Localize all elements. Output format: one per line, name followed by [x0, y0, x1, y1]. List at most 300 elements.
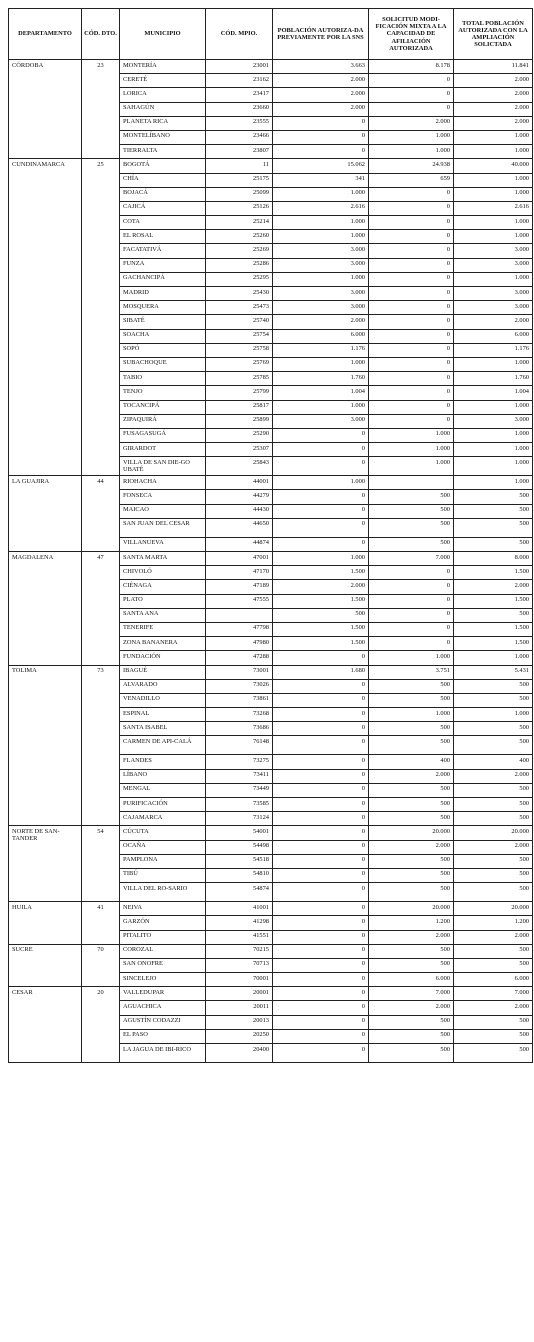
municipality-name: MENGAL: [120, 783, 206, 797]
header-total-poblacion: TOTAL POBLACIÓN AUTORIZADA CON LA AMPLIACIÓN SOLICTADA: [454, 9, 533, 60]
municipality-name: OCAÑA: [120, 840, 206, 854]
header-cod-dto: CÓD. DTO.: [82, 9, 120, 60]
municipality-code: 73411: [206, 769, 273, 783]
total-population: 500: [454, 679, 533, 693]
previous-population: 1.500: [273, 594, 369, 608]
municipality-code: 47980: [206, 637, 273, 651]
municipality-code: 25799: [206, 386, 273, 400]
total-population: 1.500: [454, 622, 533, 636]
previous-population: 0: [273, 1015, 369, 1029]
municipality-name: CAJAMARCA: [120, 812, 206, 826]
municipality-name: VILLA DE SAN DIE-GO UBATÉ: [120, 457, 206, 476]
modification-request: 0: [369, 594, 454, 608]
modification-request: 500: [369, 812, 454, 826]
total-population: 5.431: [454, 665, 533, 679]
municipality-name: ALVARADO: [120, 679, 206, 693]
modification-request: 500: [369, 679, 454, 693]
department-code: 25: [82, 159, 120, 476]
modification-request: 1.200: [369, 916, 454, 930]
header-solicitud-modificacion: SOLICITUD MODI-FICACIÓN MIXTA A LA CAPACIDAD DE AFILIACIÓN AUTORIZADA: [369, 9, 454, 60]
municipality-code: 25214: [206, 216, 273, 230]
total-population: 2.000: [454, 1001, 533, 1015]
municipality-name: ESPINAL: [120, 708, 206, 722]
total-population: 500: [454, 854, 533, 868]
modification-request: 500: [369, 854, 454, 868]
municipality-name: LA JAGUA DE IBI-RICO: [120, 1044, 206, 1063]
municipality-name: EL ROSAL: [120, 230, 206, 244]
previous-population: 0: [273, 490, 369, 504]
municipality-name: TENERIFE: [120, 622, 206, 636]
total-population: 3.000: [454, 244, 533, 258]
previous-population: 0: [273, 457, 369, 476]
total-population: 500: [454, 868, 533, 882]
municipality-name: ZIPAQUIRÁ: [120, 414, 206, 428]
total-population: 3.000: [454, 301, 533, 315]
previous-population: 0: [273, 783, 369, 797]
department-code: 23: [82, 60, 120, 159]
total-population: 2.000: [454, 74, 533, 88]
modification-request: 0: [369, 244, 454, 258]
municipality-name: RIOHACHA: [120, 476, 206, 490]
modification-request: 1.000: [369, 457, 454, 476]
department-code: 44: [82, 476, 120, 552]
municipality-code: 41298: [206, 916, 273, 930]
previous-population: 0: [273, 958, 369, 972]
municipality-name: SUBACHOQUE: [120, 357, 206, 371]
department-code: 70: [82, 944, 120, 987]
municipality-name: MONTERÍA: [120, 60, 206, 74]
municipality-name: FLANDES: [120, 755, 206, 769]
previous-population: 3.000: [273, 414, 369, 428]
department-name: HUILA: [9, 902, 82, 945]
previous-population: 1.004: [273, 386, 369, 400]
municipality-code: 23001: [206, 60, 273, 74]
municipality-name: TABIO: [120, 372, 206, 386]
total-population: 20.000: [454, 826, 533, 840]
previous-population: 1.500: [273, 622, 369, 636]
modification-request: 659: [369, 173, 454, 187]
total-population: 1.000: [454, 173, 533, 187]
municipality-code: 25843: [206, 457, 273, 476]
municipality-code: 25286: [206, 258, 273, 272]
total-population: 1.176: [454, 343, 533, 357]
municipality-code: 20013: [206, 1015, 273, 1029]
municipality-name: VENADILLO: [120, 693, 206, 707]
modification-request: 7.000: [369, 987, 454, 1001]
municipality-name: MONTELÍBANO: [120, 130, 206, 144]
municipality-name: CHÍA: [120, 173, 206, 187]
modification-request: 2.000: [369, 1001, 454, 1015]
total-population: 6.000: [454, 329, 533, 343]
department-name: MAGDALENA: [9, 552, 82, 666]
previous-population: 0: [273, 840, 369, 854]
modification-request: 500: [369, 537, 454, 551]
department-name: NORTE DE SAN-TANDER: [9, 826, 82, 902]
municipality-name: FACATATIVÁ: [120, 244, 206, 258]
municipality-code: 73861: [206, 693, 273, 707]
table-row: [9, 476, 533, 490]
modification-request: 0: [369, 329, 454, 343]
total-population: 500: [454, 736, 533, 755]
previous-population: 2.000: [273, 74, 369, 88]
table-row: [9, 552, 533, 566]
previous-population: 0: [273, 130, 369, 144]
modification-request: 1.000: [369, 708, 454, 722]
previous-population: 0: [273, 944, 369, 958]
modification-request: 20.000: [369, 826, 454, 840]
total-population: 1.000: [454, 428, 533, 442]
previous-population: 0: [273, 826, 369, 840]
modification-request: 500: [369, 722, 454, 736]
municipality-code: 41551: [206, 930, 273, 944]
total-population: 1.000: [454, 272, 533, 286]
municipality-name: MADRID: [120, 287, 206, 301]
municipality-name: GIRARDOT: [120, 443, 206, 457]
modification-request: 500: [369, 736, 454, 755]
municipality-name: SOACHA: [120, 329, 206, 343]
municipality-name: CAJICÁ: [120, 201, 206, 215]
previous-population: 1.500: [273, 566, 369, 580]
total-population: 500: [454, 812, 533, 826]
previous-population: 3.000: [273, 258, 369, 272]
total-population: 500: [454, 944, 533, 958]
total-population: 500: [454, 537, 533, 551]
modification-request: 0: [369, 74, 454, 88]
municipality-name: SIBATÉ: [120, 315, 206, 329]
modification-request: 2.000: [369, 930, 454, 944]
municipality-name: SAN JUAN DEL CESAR: [120, 518, 206, 537]
municipality-code: 54001: [206, 826, 273, 840]
previous-population: 0: [273, 145, 369, 159]
modification-request: [369, 476, 454, 490]
previous-population: 0: [273, 755, 369, 769]
modification-request: 500: [369, 958, 454, 972]
total-population: 2.000: [454, 930, 533, 944]
previous-population: 3.663: [273, 60, 369, 74]
previous-population: 15.062: [273, 159, 369, 173]
municipality-name: IBAGUÉ: [120, 665, 206, 679]
modification-request: 0: [369, 287, 454, 301]
previous-population: 1.000: [273, 216, 369, 230]
table-row: [9, 987, 533, 1001]
municipality-name: AGUACHICA: [120, 1001, 206, 1015]
previous-population: 2.616: [273, 201, 369, 215]
department-code: 20: [82, 987, 120, 1063]
previous-population: 1.000: [273, 400, 369, 414]
previous-population: 0: [273, 854, 369, 868]
previous-population: 0: [273, 916, 369, 930]
total-population: 500: [454, 1044, 533, 1063]
municipality-code: 73026: [206, 679, 273, 693]
municipality-code: 54518: [206, 854, 273, 868]
municipality-name: MOSQUERA: [120, 301, 206, 315]
municipality-name: SINCELEJO: [120, 973, 206, 987]
municipality-name: CARMEN DE API-CALÁ: [120, 736, 206, 755]
municipality-code: 25740: [206, 315, 273, 329]
municipality-name: VALLEDUPAR: [120, 987, 206, 1001]
municipality-code: 25260: [206, 230, 273, 244]
modification-request: 0: [369, 88, 454, 102]
previous-population: 0: [273, 812, 369, 826]
modification-request: 1.000: [369, 428, 454, 442]
municipality-name: EL PASO: [120, 1029, 206, 1043]
municipality-code: 25269: [206, 244, 273, 258]
municipality-name: PLANETA RICA: [120, 116, 206, 130]
municipality-name: SANTA ANA: [120, 608, 206, 622]
municipality-name: SAN ONOFRE: [120, 958, 206, 972]
previous-population: 0: [273, 798, 369, 812]
municipality-code: 47555: [206, 594, 273, 608]
municipality-code: 47288: [206, 651, 273, 665]
total-population: 1.004: [454, 386, 533, 400]
municipality-code: 25758: [206, 343, 273, 357]
previous-population: 0: [273, 518, 369, 537]
previous-population: 1.000: [273, 476, 369, 490]
total-population: 500: [454, 783, 533, 797]
modification-request: 500: [369, 518, 454, 537]
municipality-name: PAMPLONA: [120, 854, 206, 868]
municipality-name: LORICA: [120, 88, 206, 102]
municipality-code: 25473: [206, 301, 273, 315]
municipality-code: 25307: [206, 443, 273, 457]
modification-request: 0: [369, 343, 454, 357]
previous-population: 3.000: [273, 301, 369, 315]
previous-population: 0: [273, 116, 369, 130]
document-page: [8, 8, 533, 1063]
previous-population: 0: [273, 679, 369, 693]
table-row: [9, 826, 533, 840]
municipality-code: 25126: [206, 201, 273, 215]
header-cod-mpio: CÓD. MPIO.: [206, 9, 273, 60]
total-population: 2.000: [454, 88, 533, 102]
previous-population: 0: [273, 428, 369, 442]
total-population: 500: [454, 1015, 533, 1029]
modification-request: 500: [369, 1015, 454, 1029]
municipality-code: 20011: [206, 1001, 273, 1015]
previous-population: 1.000: [273, 272, 369, 286]
total-population: 2.000: [454, 102, 533, 116]
previous-population: 0: [273, 930, 369, 944]
municipality-name: CÚCUTA: [120, 826, 206, 840]
municipality-name: ZONA BANANERA: [120, 637, 206, 651]
municipality-code: 54810: [206, 868, 273, 882]
total-population: 2.000: [454, 116, 533, 130]
municipality-code: 25175: [206, 173, 273, 187]
modification-request: 1.000: [369, 145, 454, 159]
total-population: 500: [454, 958, 533, 972]
total-population: 1.000: [454, 457, 533, 476]
municipality-name: FUNZA: [120, 258, 206, 272]
municipality-code: 23660: [206, 102, 273, 116]
municipality-name: PURIFICACIÓN: [120, 798, 206, 812]
municipality-code: 73686: [206, 722, 273, 736]
municipality-name: TENJO: [120, 386, 206, 400]
previous-population: 0: [273, 722, 369, 736]
table-body: [9, 60, 533, 1063]
municipality-name: CIÉNAGA: [120, 580, 206, 594]
total-population: 20.000: [454, 902, 533, 916]
municipality-code: 25754: [206, 329, 273, 343]
municipality-name: MAICAO: [120, 504, 206, 518]
municipality-code: 73268: [206, 708, 273, 722]
municipality-name: AGUSTÍN CODAZZI: [120, 1015, 206, 1029]
modification-request: 1.000: [369, 651, 454, 665]
total-population: 500: [454, 798, 533, 812]
municipality-code: 73124: [206, 812, 273, 826]
modification-request: 0: [369, 201, 454, 215]
municipality-name: COROZAL: [120, 944, 206, 958]
municipality-code: 23162: [206, 74, 273, 88]
modification-request: 24.938: [369, 159, 454, 173]
previous-population: 1.500: [273, 637, 369, 651]
municipality-code: 44874: [206, 537, 273, 551]
total-population: 2.000: [454, 580, 533, 594]
municipality-name: GACHANCIPÁ: [120, 272, 206, 286]
total-population: 500: [454, 518, 533, 537]
previous-population: 0: [273, 1044, 369, 1063]
previous-population: 3.000: [273, 244, 369, 258]
table-header: [9, 9, 533, 60]
modification-request: 0: [369, 272, 454, 286]
municipality-code: 47170: [206, 566, 273, 580]
total-population: 3.000: [454, 414, 533, 428]
modification-request: 6.000: [369, 973, 454, 987]
municipality-code: 47189: [206, 580, 273, 594]
previous-population: 0: [273, 973, 369, 987]
municipality-name: NEIVA: [120, 902, 206, 916]
municipality-code: 25290: [206, 428, 273, 442]
modification-request: 0: [369, 102, 454, 116]
total-population: 6.000: [454, 973, 533, 987]
municipality-name: PITALITO: [120, 930, 206, 944]
municipality-name: TIBÚ: [120, 868, 206, 882]
previous-population: 2.000: [273, 315, 369, 329]
modification-request: 400: [369, 755, 454, 769]
modification-request: 0: [369, 258, 454, 272]
municipality-name: LÍBANO: [120, 769, 206, 783]
municipality-code: [206, 608, 273, 622]
municipality-name: SANTA ISABEL: [120, 722, 206, 736]
modification-request: 7.000: [369, 552, 454, 566]
total-population: 1.500: [454, 594, 533, 608]
previous-population: 2.000: [273, 580, 369, 594]
modification-request: 500: [369, 490, 454, 504]
municipality-code: 23417: [206, 88, 273, 102]
municipality-code: 44650: [206, 518, 273, 537]
municipality-code: 44001: [206, 476, 273, 490]
modification-request: 500: [369, 883, 454, 902]
modification-request: 0: [369, 230, 454, 244]
department-name: CUNDINAMARCA: [9, 159, 82, 476]
modification-request: 0: [369, 357, 454, 371]
total-population: 1.000: [454, 476, 533, 490]
modification-request: 0: [369, 386, 454, 400]
modification-request: 8.178: [369, 60, 454, 74]
previous-population: 3.000: [273, 287, 369, 301]
total-population: 1.000: [454, 651, 533, 665]
previous-population: 0: [273, 443, 369, 457]
total-population: 2.000: [454, 769, 533, 783]
total-population: 1.000: [454, 443, 533, 457]
municipality-code: 44279: [206, 490, 273, 504]
total-population: 400: [454, 755, 533, 769]
total-population: 1.000: [454, 130, 533, 144]
municipality-code: 25899: [206, 414, 273, 428]
municipality-code: 25430: [206, 287, 273, 301]
municipality-code: 23466: [206, 130, 273, 144]
department-name: CESAR: [9, 987, 82, 1063]
modification-request: 2.000: [369, 116, 454, 130]
previous-population: 0: [273, 902, 369, 916]
municipality-name: PLATO: [120, 594, 206, 608]
municipality-name: BOGOTÁ: [120, 159, 206, 173]
total-population: 3.000: [454, 287, 533, 301]
previous-population: 341: [273, 173, 369, 187]
previous-population: 0: [273, 736, 369, 755]
total-population: 1.500: [454, 566, 533, 580]
modification-request: 500: [369, 798, 454, 812]
total-population: 1.500: [454, 637, 533, 651]
total-population: 2.616: [454, 201, 533, 215]
modification-request: 500: [369, 693, 454, 707]
total-population: 3.000: [454, 258, 533, 272]
department-code: 54: [82, 826, 120, 902]
municipality-code: 54874: [206, 883, 273, 902]
modification-request: 500: [369, 783, 454, 797]
modification-request: 3.751: [369, 665, 454, 679]
modification-request: 0: [369, 637, 454, 651]
total-population: 11.841: [454, 60, 533, 74]
municipality-code: 25817: [206, 400, 273, 414]
municipality-code: 25099: [206, 187, 273, 201]
table-row: [9, 60, 533, 74]
total-population: 1.000: [454, 400, 533, 414]
municipality-code: 70713: [206, 958, 273, 972]
modification-request: 500: [369, 1044, 454, 1063]
total-population: 1.000: [454, 145, 533, 159]
header-departamento: DEPARTAMENTO: [9, 9, 82, 60]
total-population: 1.000: [454, 357, 533, 371]
municipality-code: 20400: [206, 1044, 273, 1063]
total-population: 1.000: [454, 230, 533, 244]
total-population: 500: [454, 490, 533, 504]
previous-population: 0: [273, 708, 369, 722]
previous-population: 0: [273, 883, 369, 902]
municipality-code: 20250: [206, 1029, 273, 1043]
previous-population: 1.760: [273, 372, 369, 386]
total-population: 8.000: [454, 552, 533, 566]
total-population: 500: [454, 504, 533, 518]
previous-population: 1.000: [273, 187, 369, 201]
previous-population: 1.000: [273, 230, 369, 244]
municipality-name: CHIVOLÓ: [120, 566, 206, 580]
department-name: TOLIMA: [9, 665, 82, 826]
department-name: SUCRE: [9, 944, 82, 987]
total-population: 1.000: [454, 187, 533, 201]
modification-request: 2.000: [369, 769, 454, 783]
previous-population: 1.176: [273, 343, 369, 357]
municipality-code: 25785: [206, 372, 273, 386]
municipality-name: SAHAGÚN: [120, 102, 206, 116]
table-row: [9, 665, 533, 679]
previous-population: 1.680: [273, 665, 369, 679]
municipality-code: 73449: [206, 783, 273, 797]
previous-population: 0: [273, 1029, 369, 1043]
total-population: 1.200: [454, 916, 533, 930]
total-population: 2.000: [454, 315, 533, 329]
total-population: 2.000: [454, 840, 533, 854]
table-row: [9, 159, 533, 173]
